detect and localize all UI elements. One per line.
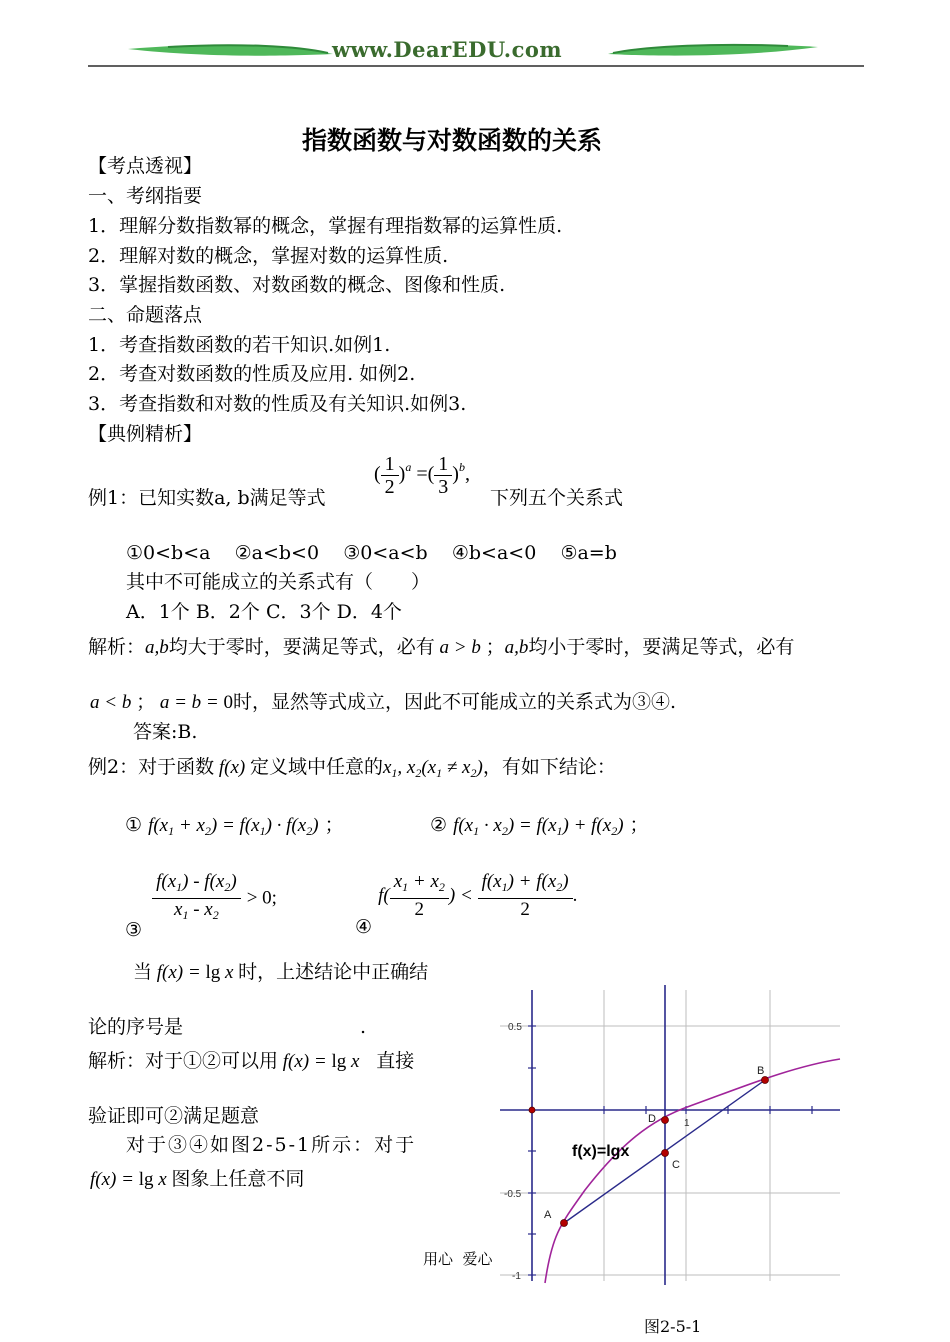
example1-stem-end: 下列五个关系式 [490,487,624,509]
example1-solution: 解析：a,b均大于零时，要满足等式，必有 a > b ；a,b均小于零时，要满足等式，必有 [88,636,795,658]
list-item: 1．理解分数指数幂的概念，掌握有理指数幂的运算性质. [88,215,563,237]
lg-graph [490,985,850,1285]
conclusion-1: ① $f(x_1 + x_2) = f(x_1) \cdot f(x_2)$ ； [125,814,344,838]
graph-point-label: C [672,1159,680,1171]
graph-tick-label: -0.5 [504,1189,522,1200]
example2-when: 当 f(x) = lg x 时，上述结论中正确结 [133,961,429,983]
example2-solution: 解析：对于①②可以用 f(x) = lg x 直接 [88,1050,415,1072]
example1-choices: A．1个 B．2个 C．3个 D．4个 [126,601,402,623]
list-item: 1．考查指数函数的若干知识.如例1. [88,334,391,356]
graph-point-label: D [648,1113,656,1125]
conclusion-4: ④ f( $\frac{x_1 + x_2}{2}$ ) < $\frac{f(x_1) + f(x_2)}{2}$ . [355,871,578,938]
list-item: 3．考查指数和对数的性质及有关知识.如例3. [88,393,467,415]
graph-function-label: f(x)=lgx [572,1143,630,1160]
site-logo-text[interactable]: www.DearEDU.com [332,37,563,62]
example1-solution-cont: a < b ； a = b = 0时，显然等式成立，因此不可能成立的关系式为③④. [90,691,677,713]
list-item: 2．理解对数的概念，掌握对数的运算性质. [88,245,449,267]
conclusion-3: ③ $\frac{f(x_1) - f(x_2)}{x_1 - x_2}$ > 0; [125,871,277,941]
conclusion-2: ② $f(x_1 \cdot x_2) = f(x_1) + f(x_2)$ ； [430,814,649,838]
list-item: 2．考查对数函数的性质及应用. 如例2. [88,363,416,385]
example2-solution-4: f(x) = lg x 图象上任意不同 [90,1168,305,1190]
subsection-heading: 一、考纲指要 [88,185,203,207]
example1-equation: ( $\frac{1}{2}$ )$^a$ =( $\frac{1}{3}$ )$^b$, [374,453,470,498]
example2-solution-2: 验证即可②满足题意 [88,1105,260,1127]
example1-options: ①0<b<a ②a<b<0 ③0<a<b ④b<a<0 ⑤a=b [126,542,617,564]
graph-point-label: B [757,1065,765,1077]
example2-stem: 例2：对于函数 f(x) 定义域中任意的$x_1$, $x_2(x_1 \ne x_2)$，有如下结论： [88,756,616,780]
example1-question: 其中不可能成立的关系式有（ ） [126,571,431,593]
section-heading: 【考点透视】 [88,155,203,177]
example2-blank-dot: . [360,1016,367,1038]
subsection-heading: 二、命题落点 [88,304,203,326]
example2-blank: 论的序号是 [88,1016,184,1038]
list-item: 3．掌握指数函数、对数函数的概念、图像和性质. [88,274,506,296]
page-title: 指数函数与对数函数的关系 [302,126,603,155]
graph-tick-label: 0.5 [508,1022,522,1033]
graph-tick-label: 1 [684,1118,690,1129]
section-heading: 【典例精析】 [88,423,203,445]
graph-tick-label: -1 [512,1271,521,1282]
example1-stem: 例1：已知实数a, b满足等式 [88,487,326,509]
footer-text: 用心 爱心 [423,1250,493,1268]
graph-point-label: A [544,1209,552,1221]
figure-caption: 图2-5-1 [644,1317,702,1336]
example2-solution-3: 对于③④如图2-5-1所示：对于 [126,1134,417,1156]
example1-answer: 答案:B. [133,721,198,743]
